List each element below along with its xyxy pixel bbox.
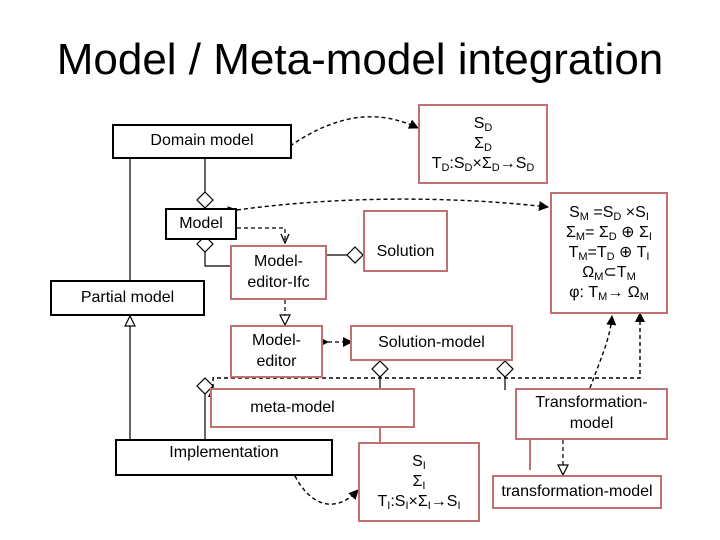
partial-model-label: Partial model bbox=[80, 288, 175, 306]
model-editor-ifc-label: Model-editor-Ifc bbox=[247, 252, 310, 291]
transformation-model-lower-box bbox=[492, 475, 662, 509]
transformation-model-lower-label: transformation-model bbox=[501, 482, 653, 500]
model-editor-box bbox=[230, 325, 323, 378]
partial-model-box bbox=[50, 280, 205, 316]
solution-model-box bbox=[350, 325, 513, 361]
page-title: Model / Meta-model integration bbox=[56, 35, 664, 84]
domain-sig-line1: $S_D$ bbox=[473, 115, 493, 134]
impl-sig-line1: $S_I$ bbox=[412, 453, 426, 472]
meta-sig-line1: $S_M =S_D \times S_I$ bbox=[569, 204, 649, 223]
edge-solution-model-meta bbox=[372, 361, 388, 388]
model-box bbox=[165, 208, 237, 240]
implementation-box bbox=[115, 439, 333, 476]
edge-model-ifc bbox=[197, 236, 230, 266]
domain-sig-line3: $T_D:S_D\times\Sigma_D\to S_D$ bbox=[431, 155, 535, 174]
model-editor-ifc-box bbox=[230, 245, 327, 300]
model-label: Model bbox=[179, 214, 223, 232]
solution-label: Solution bbox=[376, 242, 435, 260]
edge-solution-model-trans bbox=[497, 361, 513, 390]
solution-model-label: Solution-model bbox=[378, 333, 485, 351]
model-editor-label: Model-editor bbox=[252, 331, 301, 370]
meta-sig-line5: φ: $T_M\to \Omega_M$ bbox=[569, 284, 649, 303]
implementation-signature-box bbox=[358, 442, 480, 522]
edge-model-meta-sig bbox=[237, 199, 548, 210]
implementation-label: Implementation bbox=[169, 444, 279, 462]
transformation-model-box bbox=[515, 388, 668, 440]
transformation-model-label: Transformation-model bbox=[535, 394, 648, 432]
edge-trans-meta-sig bbox=[590, 316, 612, 388]
meta-sig-line3: $T_M=T_D$ ⊕ $T_I$ bbox=[568, 244, 650, 263]
edge-domain-model bbox=[197, 159, 213, 208]
domain-sig-line2: $\Sigma_D$ bbox=[474, 135, 492, 154]
meta-model-box bbox=[210, 388, 415, 428]
impl-sig-line2: $\Sigma_I$ bbox=[412, 473, 426, 492]
domain-signature-box bbox=[418, 104, 548, 184]
meta-sig-line2: $\Sigma_M= \Sigma_D$ ⊕ $\Sigma_I$ bbox=[566, 224, 652, 243]
meta-signature-box bbox=[550, 192, 668, 314]
meta-sig-line4: $\Omega_M\subset T_M$ bbox=[582, 264, 636, 283]
edge-impl-sig bbox=[295, 476, 358, 504]
impl-sig-line3: $T_I:S_I\times\Sigma_I\to S_I$ bbox=[377, 493, 461, 512]
edge-domain-sig bbox=[290, 117, 418, 146]
solution-box bbox=[363, 210, 448, 272]
domain-model-label: Domain model bbox=[150, 132, 254, 150]
edge-model-to-ifc bbox=[237, 228, 285, 243]
edge-solution-ifc bbox=[327, 247, 363, 263]
meta-model-label: meta-model bbox=[250, 398, 335, 416]
domain-model-box bbox=[112, 124, 292, 159]
